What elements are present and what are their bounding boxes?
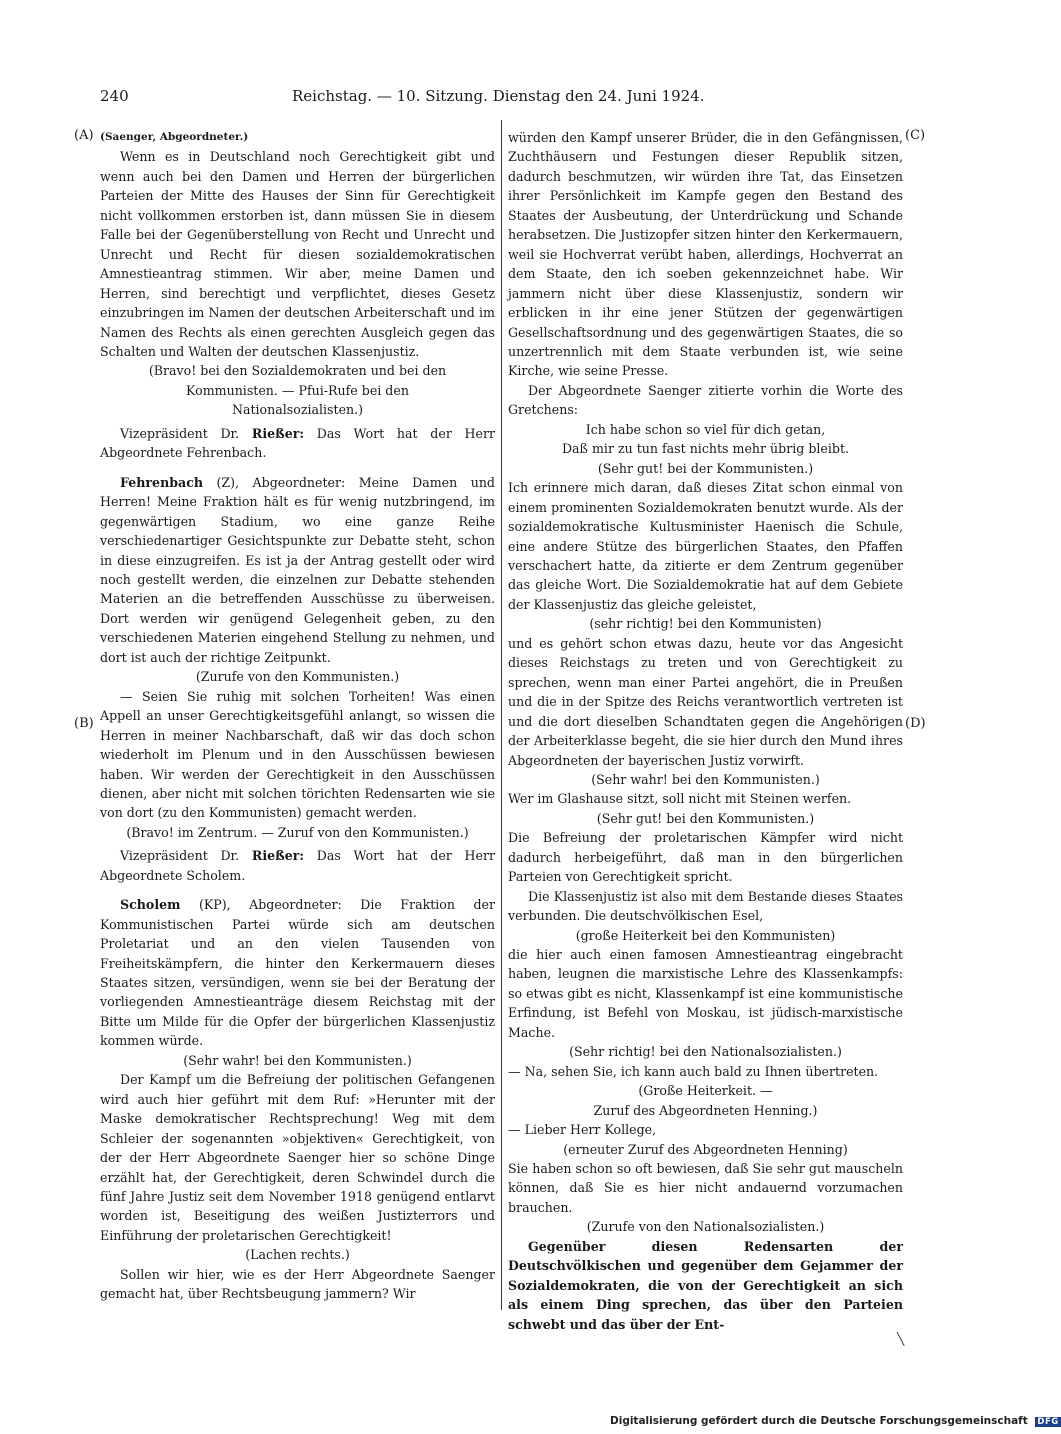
- statement-text: Das Wort hat der Herr Abgeordnete Scholem.: [100, 848, 495, 883]
- left-column: [100, 128, 495, 1304]
- page-number: 240: [100, 87, 129, 105]
- verse-line: Daß mir zu tun fast nichts mehr übrig bleibt.: [561, 441, 850, 457]
- paragraph: Die Befreiung der proletarischen Kämpfer wird nicht dadurch herbeigeführt, daß man in den bürgerlichen Parteien von Gerechtigkeit spricht.: [508, 830, 903, 885]
- interjection: (Sehr wahr! bei den Kommunisten.): [591, 771, 820, 787]
- interjection: (Zurufe von den Kommunisten.): [195, 669, 400, 685]
- vice-president-statement: [100, 424, 495, 463]
- speaker-title: Vizepräsident Dr.: [120, 848, 240, 864]
- interjection: Zuruf des Abgeordneten Henning.): [593, 1102, 818, 1118]
- paragraph: — Seien Sie ruhig mit solchen Torheiten! Was einen Appell an unser Gerechtigkeitsgefühl anlangt, so wissen die Herren in meiner Nachbarschaft, daß wir das doch schon wiederholt im Plenum und in den Ausschüssen bewiesen haben. Wir werden der Gerechtigkeit in den Ausschüssen dienen, aber nicht mit solchen törichten Redensarten wie sie von dort (zu den Kommunisten) gemacht werden.: [100, 688, 495, 821]
- paragraph: Wer im Glashause sitzt, soll nicht mit Steinen werfen.: [508, 791, 852, 807]
- paragraph: Sie haben schon so oft bewiesen, daß Sie sehr gut mauscheln können, daß Sie es hier nicht andauernd vorzumachen brauchen.: [508, 1161, 903, 1215]
- paragraph: Ich erinnere mich daran, daß dieses Zitat schon einmal von einem prominenten Sozialdemokraten benutzt wurde. Als der sozialdemokratische Kultusminister Haenisch die Schule, eine andere Stütze des bürgerlichen Staates, den Pfaffen verschachert hatte, da zitierte er dem Zentrum gegenüber das gleiche Wort. Die Sozialdemokratie hat auf dem Gebiete der Klassenjustiz das gleiche geleistet,: [508, 480, 903, 612]
- interjection: (Lachen rechts.): [245, 1247, 350, 1263]
- footer-text: Digitalisierung gefördert durch die Deutsche Forschungsgemeinschaft: [610, 1415, 1028, 1427]
- speaker-name: Rießer:: [251, 848, 305, 864]
- column-divider: [501, 120, 502, 1310]
- paragraph: Gegenüber diesen Redensarten der Deutschvölkischen und gegenüber dem Gejammer der Sozialdemokraten, die von der Gerechtigkeit an sich als einem Ding sprechen, das über den Parteien schwebt und das über der Ent-: [508, 1238, 903, 1332]
- paragraph: Der Abgeordnete Saenger zitierte vorhin die Worte des Gretchens:: [508, 382, 903, 418]
- interjection: (Bravo! bei den Sozialdemokraten und bei den Kommunisten. — Pfui-Rufe bei den Nationalsozialisten.): [148, 363, 447, 418]
- speaker-name: Scholem: [120, 897, 181, 913]
- paragraph: die hier auch einen famosen Amnestieantrag eingebracht haben, leugnen die marxistische Lehre des Klassenkampfs: so etwas gibt es nicht, Klassenkampf ist eine kommunistische Erfindung, ist Befehl von Moskau, ist jüdisch-marxistische Mache.: [508, 947, 903, 1040]
- margin-marker-b: (B): [74, 716, 94, 731]
- right-column: [508, 128, 903, 1334]
- margin-marker-a: (A): [74, 128, 94, 143]
- statement-text: Das Wort hat der Herr Abgeordnete Fehrenbach.: [100, 425, 495, 461]
- speech-text: (Z), Abgeordneter: Meine Damen und Herren! Meine Fraktion hält es für wenig nutzbringend, im gegenwärtigen Stadium, wo eine ganze Reihe verschiedenartiger Gesichtspunkte zur Debatte steht, schon in diese einzugreifen. Es ist ja der Antrag gestellt oder wird noch gestellt werden, die einzelnen zur Debatte stehenden Materien an die betreffenden Ausschüsse zu überweisen. Dort werden wir genügend Gelegenheit geben, zu den verschiedenen Materien eingehend Stellung zu nehmen, und dort ist auch der richtige Zeitpunkt.: [100, 474, 495, 665]
- interjection: (erneuter Zuruf des Abgeordneten Henning): [563, 1141, 848, 1157]
- interjection: (Sehr wahr! bei den Kommunisten.): [183, 1052, 412, 1068]
- interjection: (Sehr gut! bei den Kommunisten.): [596, 810, 815, 826]
- speaker-name: Rießer:: [251, 425, 305, 441]
- speech: [100, 895, 495, 1051]
- paragraph: — Lieber Herr Kollege,: [508, 1122, 657, 1138]
- speaker-name: Fehrenbach: [120, 474, 204, 490]
- speaker-title: Vizepräsident Dr.: [120, 425, 240, 441]
- interjection: (Große Heiterkeit. —: [638, 1083, 773, 1099]
- interjection: (sehr richtig! bei den Kommunisten): [589, 616, 822, 632]
- paragraph: würden den Kampf unserer Brüder, die in den Gefängnissen, Zuchthäusern und Festungen dieser Republik sitzen, dadurch beschmutzen, wir würden ihre Tat, das Einsetzen ihrer Persönlichkeit im Kampfe gegen den Bestand des Staates der Ausbeutung, der Unterdrückung und Schande herabsetzen. Die Justizopfer sitzen hinter den Kerkermauern, weil sie Hochverrat verübt haben, allerdings, Hochverrat an dem Staate, den ich soeben gekennzeichnet habe. Wir jammern nicht über diese Klassenjustiz, sondern wir erblicken in ihr eine jener Stützen der gegenwärtigen Gesellschaftsordnung und des gegenwärtigen Staates, die so unzertrennlich mit dem Staate verbunden ist, wie seine Kirche, wie seine Presse.: [508, 130, 903, 379]
- speech-text: (KP), Abgeordneter: Die Fraktion der Kommunistischen Partei würde sich am deutschen Proletariat und an den vielen Tausenden von Freiheitskämpfern, die hinter den Kerkermauern dieses Staates sitzen, versündigen, wenn sie bei der Beratung der vorliegenden Amnestieanträge diesem Reichstag mit der Bitte um Milde für die Opfer der bürgerlichen Klassenjustiz kommen würde.: [100, 897, 495, 1049]
- margin-marker-d: (D): [905, 716, 926, 731]
- vice-president-statement: [100, 846, 495, 885]
- interjection: (Sehr gut! bei der Kommunisten.): [597, 460, 814, 476]
- digitization-footer: [610, 1415, 1059, 1431]
- interjection: (Bravo! im Zentrum. — Zuruf von den Kommunisten.): [126, 824, 469, 840]
- interjection: (Sehr richtig! bei den Nationalsozialisten.): [569, 1044, 842, 1060]
- verse-line: Ich habe schon so viel für dich getan,: [585, 421, 826, 437]
- paragraph: Sollen wir hier, wie es der Herr Abgeordnete Saenger gemacht hat, über Rechtsbeugung jammern? Wir: [100, 1266, 495, 1302]
- paragraph: Wenn es in Deutschland noch Gerechtigkeit gibt und wenn auch bei den Damen und Herren der bürgerlichen Parteien der Mitte des Hauses der Sinn für Gerechtigkeit nicht vollkommen erstorben ist, dann müssen Sie in diesem Falle bei der Gegenüberstellung von Recht und Unrecht und Unrecht und Recht für diesen sozialdemokratischen Amnestieantrag stimmen. Wir aber, meine Damen und Herren, sind berechtigt und verpflichtet, dieses Gesetz einzubringen im Namen der deutschen Arbeiterschaft und im Namen des Rechts als einen gerechten Ausgleich gegen das Schalten und Walten der deutschen Klassenjustiz.: [100, 149, 495, 359]
- page-title: Reichstag. — 10. Sitzung. Dienstag den 24. Juni 1924.: [292, 87, 705, 105]
- stray-mark: ╲: [897, 1332, 905, 1346]
- interjection: (große Heiterkeit bei den Kommunisten): [575, 927, 836, 943]
- paragraph: Die Klassenjustiz ist also mit dem Bestande dieses Staates verbunden. Die deutschvölkischen Esel,: [508, 888, 903, 924]
- running-head: (Saenger, Abgeordneter.): [100, 131, 249, 143]
- paragraph: und es gehört schon etwas dazu, heute vor das Angesicht dieses Reichstags zu treten und von Gerechtigkeit zu sprechen, wenn man einer Partei angehört, die in Preußen und die in der Spitze des Reichs verantwortlich vertreten ist und die dort dieselben Schandtaten gegen die Angehörigen der Arbeiterklasse begeht, die sie hier durch den Mund ihres Abgeordneten der bayerischen Justiz vorwirft.: [508, 635, 903, 768]
- paragraph: — Na, sehen Sie, ich kann auch bald zu Ihnen übertreten.: [508, 1063, 879, 1079]
- dfg-logo: DFG: [1037, 1417, 1059, 1427]
- paragraph: Der Kampf um die Befreiung der politischen Gefangenen wird auch hier geführt mit dem Ruf: »Herunter mit der Maske demokratischer Rechtsprechung! Weg mit dem Schleier der sogenannten »objektiven« Gerechtigkeit, von der der Herr Abgeordnete Saenger hier so schöne Dinge erzählt hat, der Gerechtigkeit, deren Schwindel durch die fünf Jahre Justiz seit dem November 1918 genügend entlarvt worden ist, Beseitigung des weißen Justizterrors und Einführung der proletarischen Gerechtigkeit!: [100, 1072, 495, 1243]
- speech: [100, 473, 495, 668]
- margin-marker-c: (C): [905, 128, 926, 143]
- interjection: (Zurufe von den Nationalsozialisten.): [586, 1219, 825, 1235]
